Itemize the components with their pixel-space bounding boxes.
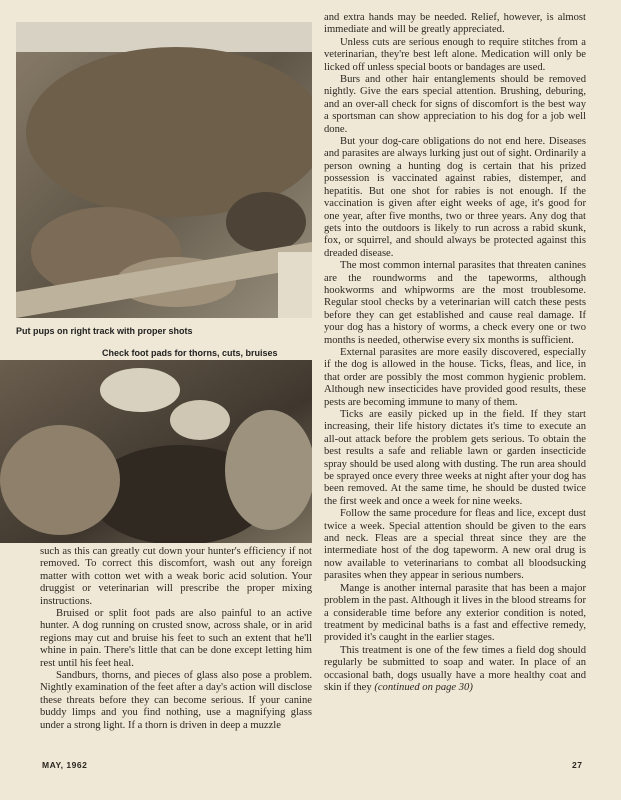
- paragraph-last: [324, 645, 586, 695]
- paragraph: Unless cuts are serious enough to require stitches from a veterinarian, they're best left alone. Medication will only be licked off unless special boots or bandages are used.: [324, 36, 586, 73]
- paragraph: The most common internal parasites that threaten canines are the roundworms and the tapeworms, although hookworms and whipworms are the most troublesome. Regular stool checks by a veterinarian will catch these pests before they can get established and cause real damage. If your dog has a history of worms, a check every one or two months is needed, otherwise every six months is sufficient.: [324, 260, 586, 346]
- footer-date: MAY, 1962: [42, 760, 88, 770]
- paragraph: Sandburs, thorns, and pieces of glass also pose a problem. Nightly examination of the feet after a day's action will disclose these threats before they can become serious. If your canine buddy limps and you find nothing, use a magnifying glass under a strong light. If a thorn is driven in deep a muzzle: [40, 670, 312, 731]
- paragraph: Bruised or split foot pads are also painful to an active hunter. A dog running on crusted snow, across shale, or in arid regions may cut and bruise his feet to such an extent that he'll whine in pain. There's little that can be done except letting him rest until his feet heal.: [40, 608, 312, 669]
- paragraph: Ticks are easily picked up in the field. If they start increasing, their life history dictates it's time to execute an all-out attack before the problem gets serious. To obtain the best results a safe and reliable lawn or garden insecticide spray should be used along with dusting. The run area should be sprayed once every three weeks at night after your dog has been removed. At the same time, he should be dusted twice the first week and once a week for nine weeks.: [324, 409, 586, 507]
- dog-with-pups-image: [16, 22, 312, 318]
- paragraph: External parasites are more easily discovered, especially if the dog is allowed in the house. Ticks, fleas, and lice, in that order are possibly the most common hygienic problem. Although new insecticides have provided good results, these pests are becoming immune to many of them.: [324, 346, 586, 408]
- paragraph: But your dog-care obligations do not end here. Diseases and parasites are always lurking just out of sight. Ordinarily a person owning a hunting dog is certain that his prized possession is vaccinated against rabies, distemper, and hepatitis. But one shot for rabies is not enough. If the vaccination is given after eight weeks of age, it's good for one year, after five months, two or three years. Any dog that gets into the outdoors is likely to run across a rabid skunk, fox, or squirrel, and should always be protected against this dreaded disease.: [324, 136, 586, 259]
- top-photo-caption: Put pups on right track with proper shots: [16, 326, 193, 336]
- page-number: 27: [572, 760, 583, 770]
- photo-dog-with-pups: [16, 22, 312, 318]
- paragraph-text: This treatment is one of the few times a field dog should regularly be submitted to soap and water. In place of an occasional bath, dogs usually have a more healthy coat and skin if they: [324, 644, 586, 693]
- photo-paw-check: [0, 360, 312, 543]
- paragraph: such as this can greatly cut down your hunter's efficiency if not removed. To correct this discomfort, wash out any foreign matter with cotton wet with a weak boric acid solution. Your druggist or veterinarian will prescribe the proper mixing instructions.: [40, 546, 312, 607]
- right-text-column: [324, 12, 586, 694]
- continued-note: (continued on page 30): [374, 681, 473, 693]
- bottom-photo-caption: Check foot pads for thorns, cuts, bruises: [102, 348, 278, 358]
- paw-check-image: [0, 360, 312, 543]
- paragraph: Burs and other hair entanglements should be removed nightly. Give the ears special attention. Brushing, deburing, and an over-all check for signs of discomfort is the best way a sportsman can show appreciation to his dog for a job well done.: [324, 74, 586, 135]
- left-text-column: [40, 546, 312, 732]
- paragraph: and extra hands may be needed. Relief, however, is almost immediate and will be greatly appreciated.: [324, 12, 586, 36]
- paragraph: Follow the same procedure for fleas and lice, except dust twice a week. Special attention should be given to the ears and neck. Fleas are a special threat since they are the intermediate host of the dog tapeworm. A new oral drug is now available to veterinarians to combat all bloodsucking parasites when they appear in serious numbers.: [324, 508, 586, 582]
- paragraph: Mange is another internal parasite that has been a major problem in the past. Although it lives in the blood streams for a considerable time before any exterior condition is noted, treatment by medicinal baths is a fast and effective remedy, provided it's caught in the earlier stages.: [324, 582, 586, 644]
